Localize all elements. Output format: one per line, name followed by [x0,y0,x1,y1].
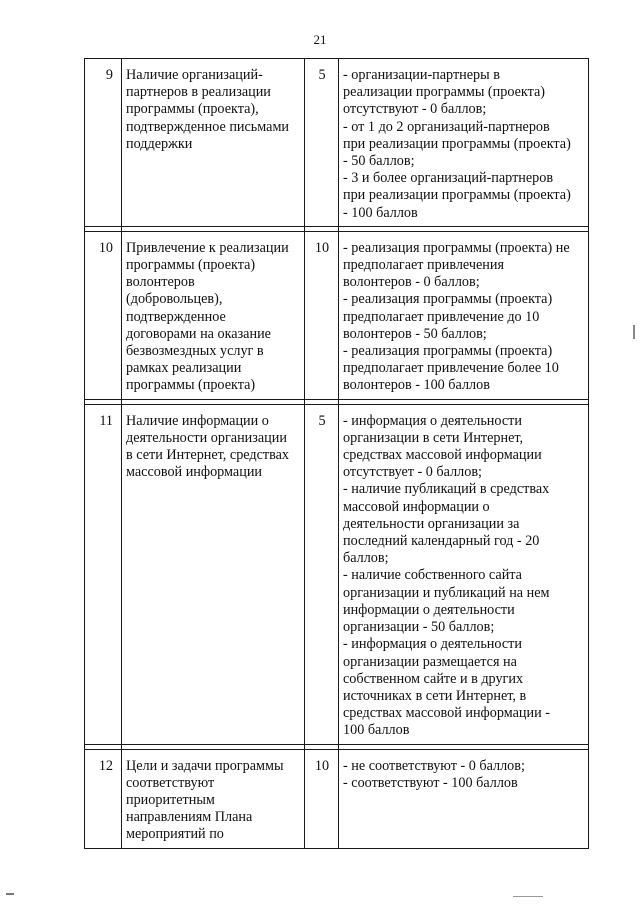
scoring-description [339,749,589,848]
scoring-line: отсутствует - 0 баллов; [343,464,482,481]
criterion-name [122,749,305,848]
scoring-line: - соответствуют - 100 баллов [343,774,518,791]
scoring-line: волонтеров - 0 баллов; [343,274,480,291]
scoring-line: деятельности организации за [343,515,520,532]
max-points: 5 [305,59,339,227]
scoring-line: - реализация программы (проекта) [343,291,553,308]
scoring-line: - наличие публикаций в средствах [343,481,550,498]
scoring-line: - наличие собственного сайта [343,567,522,584]
criterion-line: соответствуют [126,774,215,791]
scoring-line: - информация о деятельности [343,412,522,429]
scoring-line: предполагает привлечение более 10 [343,360,559,377]
scoring-line: - организации-партнеры в [343,67,500,83]
scoring-line: баллов; [343,550,389,567]
scoring-line: организации и публикаций на нем [343,584,550,601]
criterion-line: безвозмездных услуг в [126,343,264,360]
criterion-line: деятельности организации [126,429,287,446]
scoring-line: реализации программы (проекта) [343,84,545,101]
max-points: 10 [305,231,339,399]
criterion-line: поддержки [126,135,193,152]
scan-mark [6,893,14,895]
criteria-table-body [85,59,589,849]
scoring-line: источниках в сети Интернет, в [343,687,527,704]
criteria-table [84,58,589,849]
scoring-line: массовой информации о [343,498,490,515]
scoring-line: средствах массовой информации - [343,705,550,722]
criterion-line: программы (проекта) [126,377,256,394]
scoring-line: - информация о деятельности [343,636,522,653]
scoring-line: 100 баллов [343,722,410,739]
scoring-line: - реализация программы (проекта) не [343,239,570,256]
scoring-line: предполагает привлечение до 10 [343,308,540,325]
scoring-line: - 100 баллов [343,204,418,221]
criterion-line: рамках реализации [126,360,242,377]
scoring-description [339,59,589,227]
scoring-line: при реализации программы (проекта) [343,135,571,152]
criterion-number: 12 [85,749,122,848]
scoring-line: волонтеров - 50 баллов; [343,325,487,342]
max-points: 5 [305,404,339,744]
criterion-number: 10 [85,231,122,399]
criterion-name [122,404,305,744]
criterion-name [122,231,305,399]
scoring-line: организации - 50 баллов; [343,619,495,636]
criterion-number: 11 [85,404,122,744]
scoring-line: организации в сети Интернет, [343,429,524,446]
criterion-line: партнеров в реализации [126,84,271,101]
criterion-line: Цели и задачи программы [126,757,284,774]
scoring-description [339,404,589,744]
criterion-name [122,59,305,227]
criterion-line: программы (проекта), [126,101,259,118]
scoring-line: при реализации программы (проекта) [343,187,571,204]
criterion-line: в сети Интернет, средствах [126,447,290,464]
criterion-line: Наличие информации о [126,412,269,429]
table-row [85,231,589,399]
criterion-line: направлениям Плана [126,809,253,826]
criterion-number: 9 [85,59,122,227]
scoring-line: собственном сайте и в других [343,670,524,687]
scoring-line: отсутствуют - 0 баллов; [343,101,487,118]
scoring-line: - от 1 до 2 организаций-партнеров [343,118,550,135]
table-row [85,404,589,744]
criterion-line: подтвержденное письмами [126,118,290,135]
criterion-line: договорами на оказание [126,325,271,342]
scoring-line: волонтеров - 100 баллов [343,377,490,394]
criterion-line: подтвержденное [126,308,226,325]
criterion-line: Привлечение к реализации [126,239,289,256]
criterion-line: мероприятий по [126,826,224,843]
scoring-line: информации о деятельности [343,601,515,618]
scoring-line: последний календарный год - 20 [343,533,540,550]
scoring-description [339,231,589,399]
scoring-line: организации размещается на [343,653,517,670]
table-row [85,59,589,227]
scoring-line: - 3 и более организаций-партнеров [343,170,554,187]
page-number: 21 [313,32,327,47]
scan-mark [633,325,635,339]
max-points: 10 [305,749,339,848]
criterion-line: Наличие организаций- [126,67,263,83]
criterion-line: волонтеров [126,274,195,291]
scoring-line: - реализация программы (проекта) [343,343,553,360]
scoring-line: средствах массовой информации [343,447,542,464]
criterion-line: приоритетным [126,791,215,808]
criterion-line: массовой информации [126,464,263,481]
scoring-line: - не соответствуют - 0 баллов; [343,757,525,774]
criterion-line: (добровольцев), [126,291,223,308]
criterion-line: программы (проекта) [126,257,256,274]
table-row [85,749,589,848]
scoring-line: - 50 баллов; [343,153,415,170]
scan-mark [513,896,543,897]
scoring-line: предполагает привлечения [343,257,505,274]
